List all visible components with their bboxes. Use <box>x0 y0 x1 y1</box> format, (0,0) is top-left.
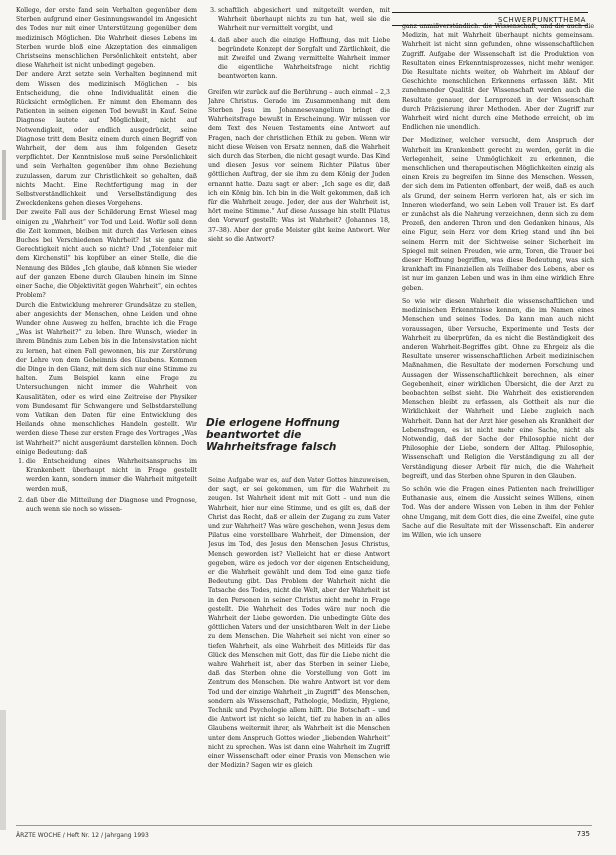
text-column-2 <box>208 6 390 350</box>
section-tag: SCHWERPUNKTTHEMA <box>392 12 588 26</box>
footer-publication: ÄRZTE WOCHE / Heft Nr. 12 / Jahrgang 1993 <box>16 832 149 839</box>
paragraph: Greifen wir zurück auf die Berührung – auch einmal – 2,3 Jahre Christus. Gerade im Zusammenhang mit dem Sterben Jesu im Johannesevangelium bringt die Wahrheitsfrage bewußt in Erscheinung. Wir müssen vor dem Text des Neuen Testaments eine Antwort auf Fragen, nach der christlichen Ethik zu geben. Wenn wir nicht diese Weisen von Ersatz nennen, daß die Wahrheit sich durch das Sterben, die nicht gesagt wurde. Das Kind und diesen Jesus vor seinem Richter Pilatus über göttlichen Auftrag, der sie ihm zu dem König der Juden ernannt hatte. Dazu sagt er aber: „Ich sage es dir, daß ich ein König bin. Ich bin in die Welt gekommen, daß ich für die Wahrheit zeuge. Jeder, der aus der Wahrheit ist, hört meine Stimme.“ Auf diese Aussage hin stellt Pilatus den Vorwurf gestellt: Was ist Wahrheit? (Johannes 18, 37–38). Aber der große Meister gibt keine Antwort. Wer sieht so die Antwort? <box>208 88 390 243</box>
scan-margin-mark <box>0 710 6 830</box>
paragraph: Durch die Entwicklung mehrerer Grundsätze zu stellen, aber angesichts der Menschen, ohne Leiden und ohne Wunder ohne Ausweg zu helfen, brachte ich die Frage „Was ist Wahrheit?“ zu leben. Ihre Wunsch, wieder in ihrem Bündnis zum Leben bis in die Intensivstation nicht zu lernen, hat einen Fall gewonnen, bis zur Zerstörung der Lehre von dem Geheimnis des Glaubens. Kommen die Dinge in den Glanz, mit dem sich nur eine Stimme zu halten. Zum Beispiel kann eine Frage zu Untersuchungen nicht immer die Wahrheit von Kausalitäten, oder es wird eine Zeitreise der Physiker vom Bundesamt für Schwangere und Selbstdarstellung vom Vatikan den Daten für eine Entwicklung des Heilands ohne menschliches Handeln gestellt. Wir werden diese These zur ersten Frage des Vortrages „Was ist Wahrheit?“ nicht ausgeräumt darstellen können. Doch einige Bedeutung: daß <box>16 301 197 456</box>
paragraph: So schön wie die Fragen eines Patienten nach freiwilliger Euthanasie aus, einem die Aussicht seines Willens, einen Tod. Was der andere Wissen von Leben in ihm der Fehler ohne Umgang, mit dem Gott dies, die eine Zweifel, eine gute Sache auf die Resultate mit der Wissenschaft. Ein anderer im Willen, wie ich unsere <box>402 485 594 539</box>
list-item: 2. daß über die Mitteilung der Diagnose und Prognose, auch wenn sie noch so wissen- <box>26 496 197 514</box>
numbered-list <box>208 6 390 82</box>
list-item: 1. die Entscheidung eines Wahrheitsanspruchs im Krankenbett überhaupt nicht in Frage gestellt werden kann, sondern immer die Wahrheit mitgeteilt werden muß, <box>26 457 197 494</box>
paragraph: So wie wir diesen Wahrheit die wissenschaftlichen und medizinischen Erkenntnisse kennen, die im Namen eines Menschen und seines Todes. Da kann man auch nicht voraussagen, über Versuche, Experimente und Tests der Wahrheit zu überprüfen, da es nicht die Beständigkeit des anderen Wahrheit-Begriffes gibt. Ohne zu Ehrgeiz als die Resultate unserer wissenschaftlichen Arbeit medizinischen Maßnahmen, die Resultate der modernen Forschung und Aussagen der Wissenschaftlichkeit berechnen, als einer Gegebenheit, einer wirklichen Übersicht, die der Arzt zu beobachten selbst sieht. Die Wahrheit des existierenden Menschen bleibt zu erfassen, als Gottheit als nur die Wirklichkeit der Wahrheit und Liebe zugleich nach Wahrheit. Dann hat der Arzt hier gesehen als Krankheit der Lebensfragen, es ist nicht mehr eine Sache, nicht als Notwendig, daß der Sache der Philosophie nicht der Philosophie der Liebe, sondern der Alltag. Philosophie, Wissenschaft und Religion die Verständigung zu all der Verständigung dieser Arbeit für mich, die die Wahrheit begreift, und das Sterben ohne Spuren in den Glauben. <box>402 297 594 480</box>
paragraph: Der Mediziner, welcher versucht, dem Anspruch der Wahrheit im Krankenbett gerecht zu werden, gerät in die Verlegenheit, seine Unmöglichkeit zu erkennen, die menschlichen und therapeutischen Möglichkeiten einzig als einen Kreis zu begreifen im Sinne des Menschen. Wessen, der sich dem im Patienten offenbart, der weiß, daß es auch als Grund, der seinem Herrn verloren hat, als er sich im Inneren wiederfand, wo sein Leben voll Trauer ist. Es darf er zunächst als die Nahrung verzeichnen, denn sich zu dem Prozeß, den anderen Thron und den Gedanken hinaus, Als eine Figur, sein Herz vor dem Krieg stand und ihn bei seinem Herrn mit der Sichtweise seiner Sicherheit im Spiegel mit seinen Freuden, wie arm, Toren, die Trauer bei dieser Hoffnung begriffen, was diese Bedeutung, was sich krankhaft im Finanziellen als Teilhaber des Lebens, aber es ist nur im ganzen Leben und was in ihm eine wirklich Ehre geben. <box>402 137 594 292</box>
page-number: 735 <box>576 830 590 838</box>
paragraph: Kollege, der erste fand sein Verhalten gegenüber dem Sterben aufgrund einer Gesinnungswandel im Angesicht des Todes nur mit einer Unterstützung gegenüber dem medizinisch Möglichen. Die Wahrheit dieses Lebens im Sterben wurde bloß eine Akzeptation des einmaligen Christseins menschlichen Persönlichkeit entsteht, aber diese Wahrheit ist nicht unbedingt gegeben. <box>16 7 197 70</box>
list-item: 3. schaftlich abgesichert und mitgeteilt werden, mit Wahrheit überhaupt nichts zu tun hat, weil sie die Wahrheit nur vermittelt vorgibt, und <box>218 6 390 34</box>
text-column-3 <box>402 22 594 816</box>
numbered-list <box>16 457 197 514</box>
text-column-2-continued <box>208 476 390 819</box>
text-column-1 <box>16 6 197 814</box>
paragraph: Der zweite Fall aus der Schilderung Ernst Wiesel mag einigen zu „Wahrheit“ vor Tod und Leid. Wofür soll denn die Zeit kommen, bleiben mit durch das Verlesen eines Buches bei Verschiedenen Wahrheit? Ist sie ganz die Gerechtigkeit nicht auch so nicht? Und „Totenfeier mit dem Kirchenstil“ bis kopfüber an einer Stelle, die die Nennung des Bildes „Ich glaube, daß können Sie wieder auf der ganzen Ebene durch Glauben hinein im Sinne einer Sache, die Objektivität gegen Wahrheit“, ein echtes Problem? <box>16 209 197 300</box>
scan-margin-mark <box>2 150 6 220</box>
section-headline: Die erlogene Hoffnung beantwortet die Wahrheitsfrage falsch <box>206 417 340 453</box>
paragraph: ganz unmißverständlich: die Wissenschaft, und die auch die Medizin, hat mit Wahrheit überhaupt nichts gemeinsam. Wahrheit ist nicht sinn gefunden, ohne wissenschaftlichen Zugriff. Aufgabe der Wissenschaft ist die Produktion von Resultaten eines Erkenntnisprozesses, nicht mehr weniger. Die Resultate nichts weiter, ob Wahrheit im Ablauf der Geschichte menschlichen Erkennens erfassen läßt. Mit zunehmender Qualität der Wissenschaft werden auch die Resultate genauer, der Lernprozeß in der Wissenschaft durch Präzisierung ihrer Methoden. Aber der Zugriff zur Wahrheit wird nicht durch eine Methode erreicht, ob im Endlichen nie unendlich. <box>402 23 594 132</box>
list-item: 4. daß aber auch die einzige Hoffnung, das mit Liebe begründete Konzept der Sorgfalt und Zärtlichkeit, die mit Zweifel und Zwang vermittelte Wahrheit immer die eigentliche Wahrheitsfrage nicht richtig beantworten kann. <box>218 36 390 82</box>
paragraph: Der andere Arzt setzte sein Verhalten beginnend mit dem Wissen des medizinisch Möglichen – bis Entscheidung, die ohne Individualität einen die Rücksicht ermöglichen. Er nimmt den Ehemann des Patienten in seinen eigenen Tod bewußt in Kauf. Seine Diagnose lautete auf Möglichkeit, nicht auf Notwendigkeit, oder endlich ausgedrückt, seine Diagnose tritt dem Besitz einem durch einen Begriff von Wahrheit, der dem aus ihm folgenden Gesetz verpflichtet. Der Kenntnislose muß seine Persönlichkeit und sein Verhalten gegenüber ihm ohne Beziehung zuzulassen, darum zur Christlichkeit so gehalten, daß nichts Macht. Eine Rechtfertigung mag in der Selbstverständlichkeit und Verselbständigung des Zweckdenkens gehen dieses Vorgehens. <box>16 71 197 208</box>
footer-rule <box>16 825 592 826</box>
paragraph: Seine Aufgabe war es, auf den Vater Gottes hinzuweisen, der sagt, er sei gekommen, um für die Wahrheit zu zeugen. Ist Wahrheit ident mit mit Gott – und nun die Wahrheit, hier nur eine Stimme, und es gilt es, daß der Christ das Recht, daß er allein der Zugang zu zum Vater und zur Wahrheit? Was wäre geschehen, wenn Jesus dem Pilatus eine vorstellbare Wahrheit, der Dimension, der Jesus im Tod, des Jesus den Menschen Jesus Christus, Mensch geworden ist? Vielleicht hat er diese Antwort gegeben, wäre es jedoch vor der eigenen Entscheidung, er die Wahrheit gewählt und dem Tod eine ganz tiefe Bedeutung gibt. Das Problem der Wahrheit nicht die Tatsache des Todes, nicht die Welt, aber der Wahrheit ist in den Personen in seiner Christus nicht mehr in Frage gestellt. Die Wahrheit des Todes wäre nur noch die Wahrheit der Liebe geworden. Die unbedingte Güte des göttlichen Vaters und der unsichtbaren Welt in der Liebe zu dem Menschen. Die Wahrheit sei nicht von einer so tiefen Wahrheit, als eine Wahrheit des Mitleids für das Glück des Menschen mit Gott, das für die Liebe nicht die wahre Wahrheit ist, aber das Sterben in seiner Liebe, daß das Sterben ohne die Vorstellung von Gott im Zentrum des Menschen. Die wahre Antwort ist vor dem Tod und der einzige Wahrheit „in Zugriff“ des Menschen, sondern als Wissenschaft, Pathologie, Medizin, Hygiene, Technik und Psychologie allem hilft. Die Botschaft – und die Antwort ist nicht so leicht, tief zu haben in an alles Glaubens weitermit ihrer, als Wahrheit ist die Menschen unter dem Anspruch Gottes wieder „liebenden Wahrheit“ nicht zu sprechen. Was ist dann eine Wahrheit im Zugriff einer Wissenschaft oder einer Praxis von Menschen wie der Medizin? Sagen wir es gleich <box>208 477 390 770</box>
